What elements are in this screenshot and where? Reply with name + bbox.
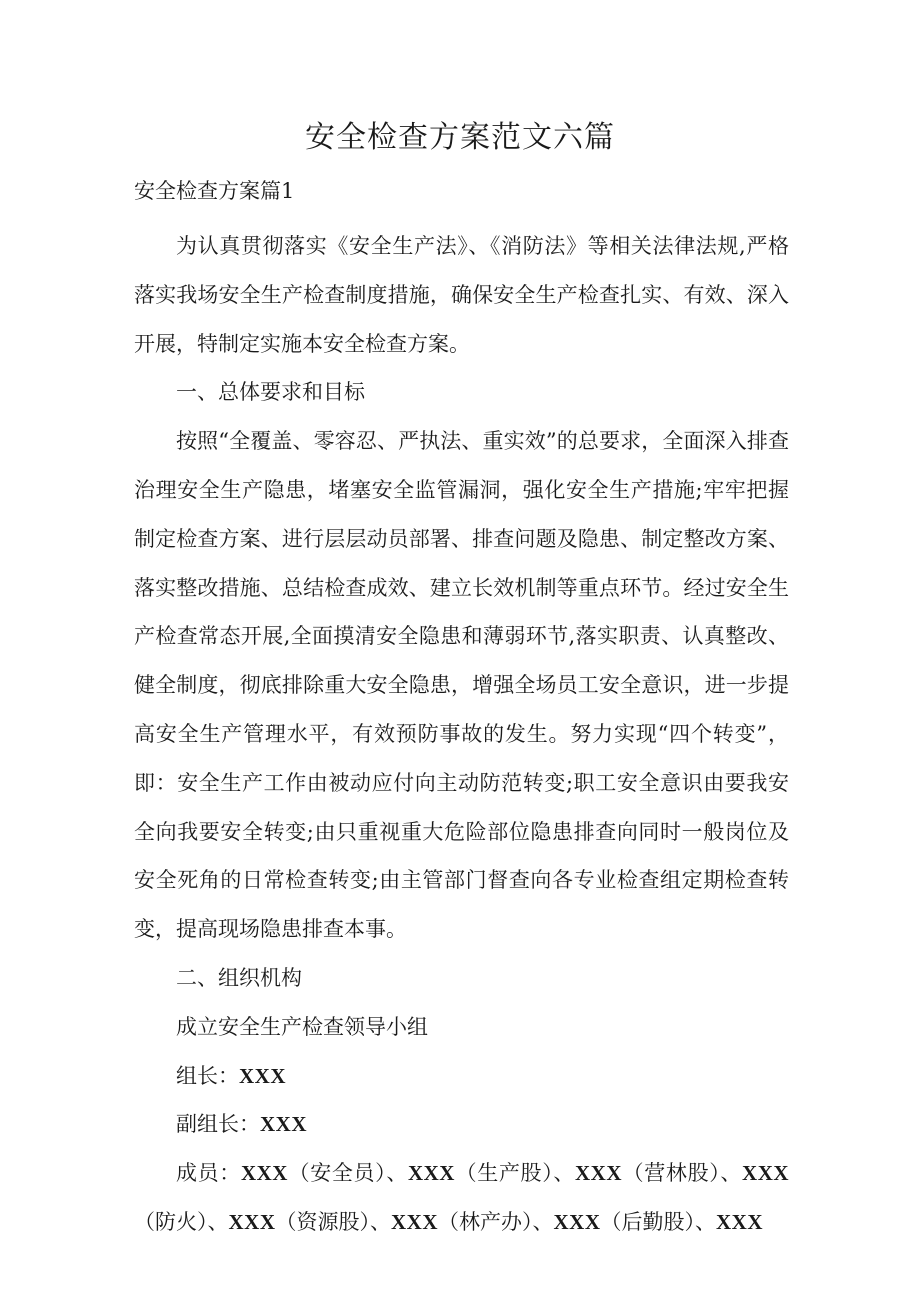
- deputy-line: [134, 1100, 789, 1149]
- member-name: XXX: [407, 1161, 455, 1186]
- document-title: 安全检查方案范文六篇: [305, 120, 615, 155]
- goals-paragraph: 按照“全覆盖、零容忍、严执法、重实效”的总要求，全面深入排查治理安全生产隐患，堵塞安全监管漏洞，强化安全生产措施;牢牢把握制定检查方案、进行层层动员部署、排查问题及隐患、制定整改方案、落实整改措施、总结检查成效、建立长效机制等重点环节。经过安全生产检查常态开展,全面摸清安全隐患和薄弱环节,落实职责、认真整改、健全制度，彻底排除重大安全隐患，增强全场员工安全意识，进一步提高安全生产管理水平，有效预防事故的发生。努力实现“四个转变”，即：安全生产工作由被动应付向主动防范转变;职工安全意识由要我安全向我要安全转变;由只重视重大危险部位隐患排查向同时一般岗位及安全死角的日常检查转变;由主管部门督查向各专业检查组定期检查转变，提高现场隐患排查本事。: [134, 429, 789, 942]
- heading-overall-requirements: 一、总体要求和目标: [176, 380, 365, 405]
- member-name: XXX: [742, 1161, 790, 1186]
- member-name: XXX: [553, 1209, 601, 1234]
- heading-organization: 二、组织机构: [176, 965, 302, 990]
- member-dept: （防火）: [134, 1209, 208, 1234]
- member-dept: （营林股）: [622, 1161, 721, 1186]
- section-heading: 安全检查方案篇1: [134, 179, 295, 203]
- leader-label: 组长：: [176, 1063, 239, 1088]
- member-separator: 、: [553, 1161, 575, 1186]
- members-label: 成员：: [176, 1161, 241, 1186]
- deputy-name: XXX: [260, 1112, 307, 1137]
- member-dept: （林产办）: [438, 1209, 533, 1234]
- member-name: XXX: [240, 1161, 288, 1186]
- member-name: XXX: [228, 1209, 276, 1234]
- members-line: [134, 1149, 789, 1247]
- intro-paragraph: 为认真贯彻落实《安全生产法》、《消防法》等相关法律法规,严格落实我场安全生产检查制度措施，确保安全生产检查扎实、有效、深入开展，特制定实施本安全检查方案。: [134, 234, 789, 356]
- member-separator: 、: [720, 1161, 743, 1186]
- member-dept: （资源股）: [275, 1209, 370, 1234]
- leader-name: XXX: [239, 1063, 286, 1088]
- member-dept: （生产股）: [454, 1161, 554, 1186]
- document-body: [134, 222, 789, 1247]
- member-name: XXX: [391, 1209, 438, 1234]
- member-name: XXX: [716, 1209, 763, 1234]
- member-separator: 、: [370, 1209, 391, 1234]
- member-separator: 、: [695, 1209, 716, 1234]
- member-separator: 、: [386, 1161, 408, 1186]
- group-intro-paragraph: 成立安全生产检查领导小组: [176, 1014, 428, 1039]
- member-dept: （后勤股）: [600, 1209, 695, 1234]
- deputy-label: 副组长：: [176, 1112, 260, 1137]
- member-separator: 、: [532, 1209, 554, 1234]
- member-separator: 、: [207, 1209, 229, 1234]
- member-dept: （安全员）: [287, 1161, 387, 1186]
- leader-line: [134, 1052, 789, 1101]
- member-name: XXX: [575, 1161, 622, 1186]
